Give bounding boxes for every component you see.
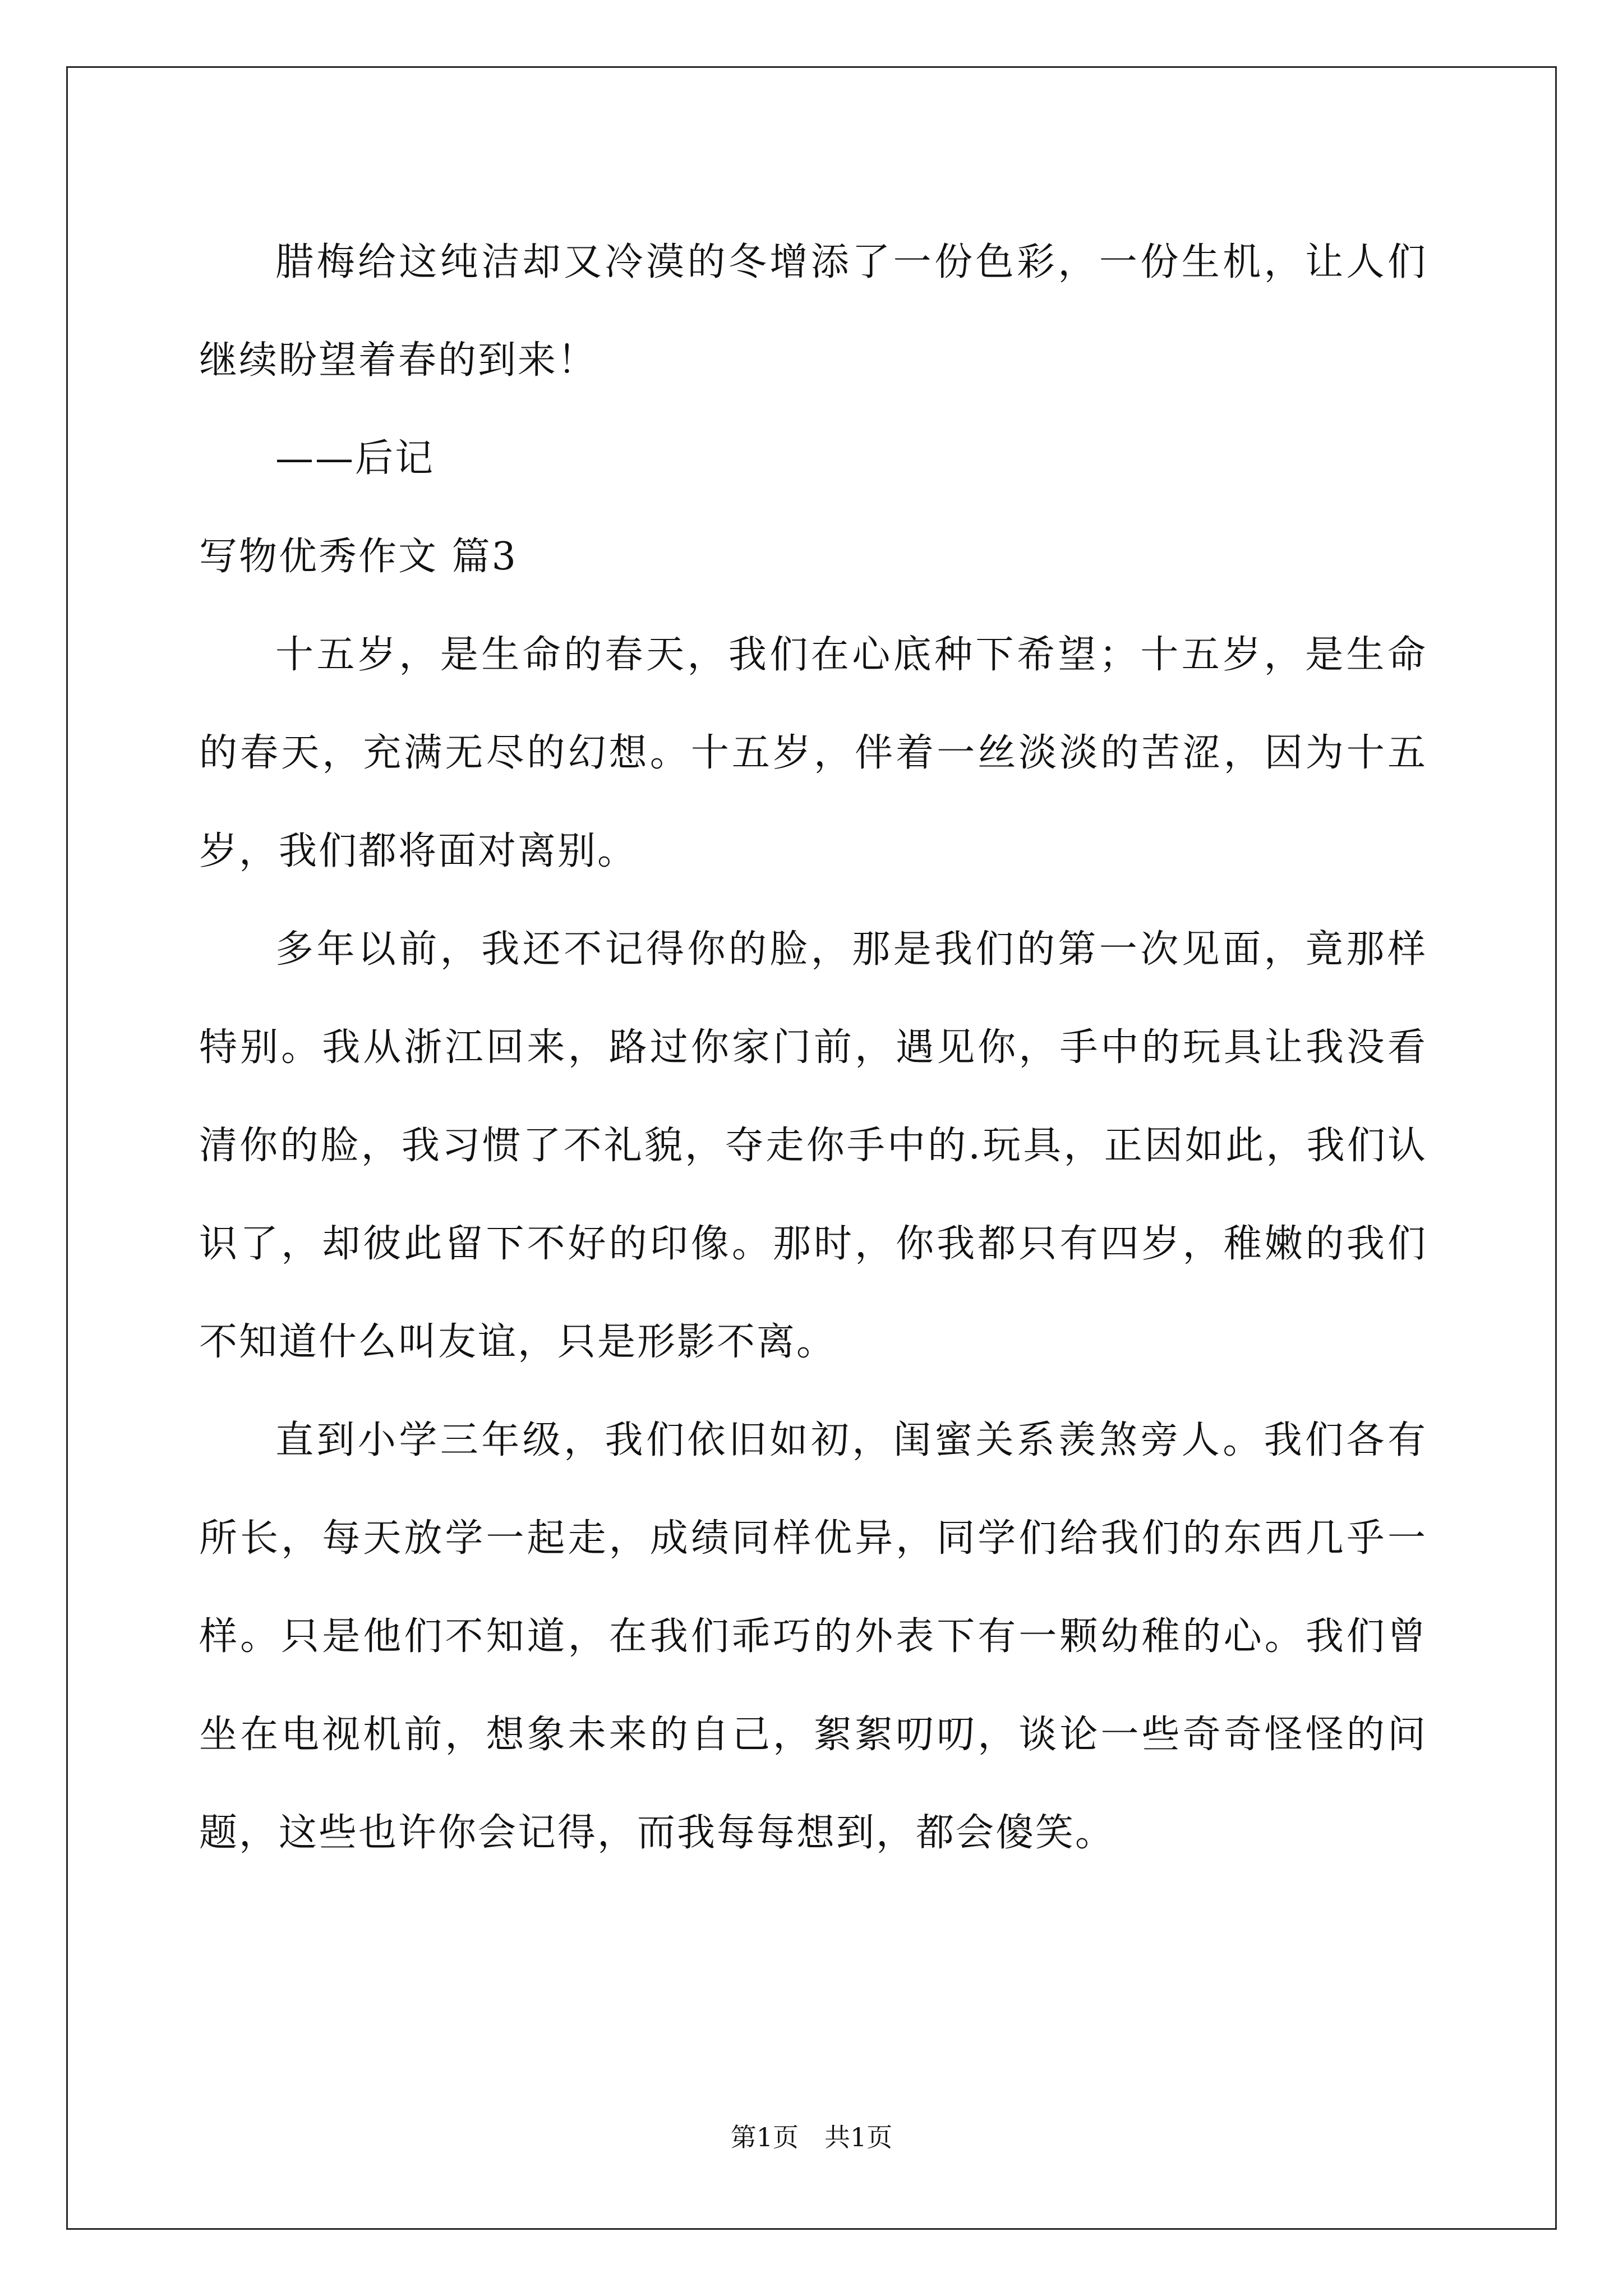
document-body: [199, 213, 1427, 1882]
paragraph-postscript: ——后记: [275, 436, 435, 481]
section-title: 写物优秀作文 篇3: [199, 535, 518, 579]
paragraph-intro: 腊梅给这纯洁却又冷漠的冬增添了一份色彩，一份生机，让人们继续盼望着春的到来！: [199, 240, 1427, 383]
paragraph-2: 多年以前，我还不记得你的脸，那是我们的第一次见面，竟那样特别。我从浙江回来，路过你家门前，遇见你，手中的玩具让我没看清你的脸，我习惯了不礼貌，夺走你手中的.玩具，正因如此，我们认识了，却彼此留下不好的印像。那时，你我都只有四岁，稚嫩的我们不知道什么叫友谊，只是形影不离。: [199, 927, 1427, 1364]
paragraph-3: 直到小学三年级，我们依旧如初，闺蜜关系羡煞旁人。我们各有所长，每天放学一起走，成绩同样优异，同学们给我们的东西几乎一样。只是他们不知道，在我们乖巧的外表下有一颗幼稚的心。我们曾坐在电视机前，想象未来的自己，絮絮叨叨，谈论一些奇奇怪怪的问题，这些也许你会记得，而我每每想到，都会傻笑。: [199, 1418, 1427, 1855]
page-footer: 第1页 共1页: [730, 2122, 893, 2152]
paragraph-1: 十五岁，是生命的春天，我们在心底种下希望；十五岁，是生命的春天，充满无尽的幻想。十五岁，伴着一丝淡淡的苦涩，因为十五岁，我们都将面对离别。: [199, 633, 1427, 873]
